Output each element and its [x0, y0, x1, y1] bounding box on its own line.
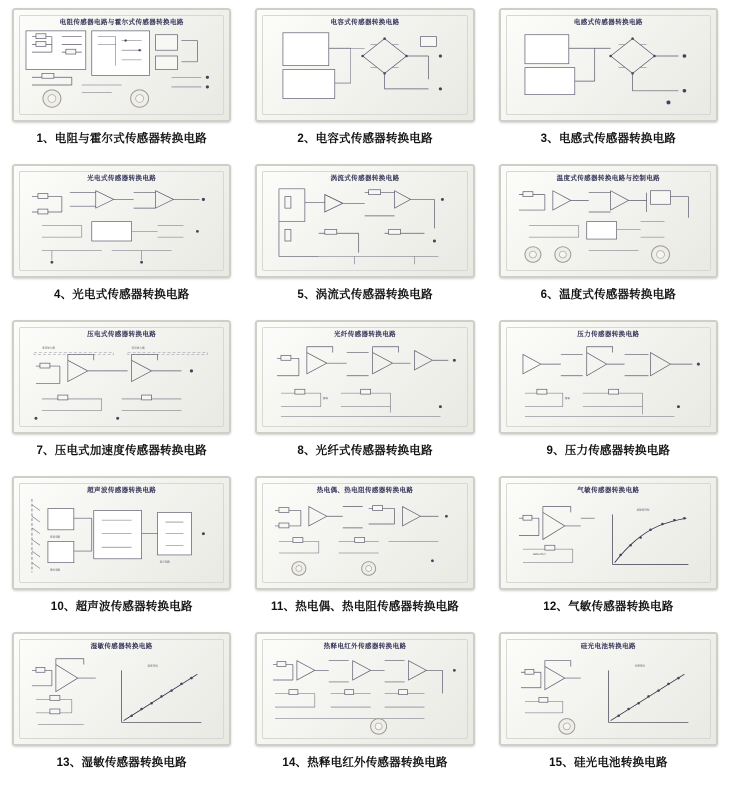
- board-caption-1: 1、电阻与霍尔式传感器转换电路: [36, 133, 207, 145]
- circuit-diagram-14: [265, 651, 464, 738]
- board-caption-4: 4、光电式传感器转换电路: [54, 289, 190, 301]
- panel-title-2: 电容式传感器转换电路: [330, 19, 400, 26]
- panel-frame-15: [499, 632, 718, 746]
- panel-title-12: 气敏传感器转换电路: [577, 487, 640, 494]
- panel-frame-12: [499, 476, 718, 590]
- inner-label-receive: 接收电路: [49, 568, 61, 572]
- panel-title-13: 湿敏传感器转换电路: [90, 643, 153, 650]
- inner-label-voltage-amp: 电压放大器: [131, 346, 145, 350]
- circuit-diagram-9: [509, 339, 708, 426]
- board-cell-8: [243, 312, 486, 468]
- board-caption-12: 12、气敏传感器转换电路: [543, 601, 674, 613]
- board-cell-4: [0, 156, 243, 312]
- panel-title-3: 电感式传感器转换电路: [573, 19, 643, 26]
- panel-frame-2: [255, 8, 474, 122]
- panel-frame-3: [499, 8, 718, 122]
- board-cell-9: [487, 312, 730, 468]
- circuit-diagram-1: [22, 27, 221, 114]
- panel-title-11: 热电偶、热电阻传感器转换电路: [316, 487, 414, 494]
- panel-6: [495, 162, 722, 280]
- board-cell-12: [487, 468, 730, 624]
- panel-15: [495, 630, 722, 748]
- board-caption-11: 11、热电偶、热电阻传感器转换电路: [270, 601, 460, 613]
- panel-title-14: 热释电红外传感器转换电路: [323, 643, 407, 650]
- circuit-diagram-11: [265, 495, 464, 582]
- board-caption-8: 8、光纤式传感器转换电路: [297, 445, 433, 457]
- panel-frame-11: [255, 476, 474, 590]
- board-cell-14: [243, 624, 486, 780]
- panel-frame-8: [255, 320, 474, 434]
- panel-3: [495, 6, 722, 124]
- board-cell-2: [243, 0, 486, 156]
- panel-frame-7: [12, 320, 231, 434]
- panel-10: [8, 474, 235, 592]
- panel-12: [495, 474, 722, 592]
- panel-frame-10: [12, 476, 231, 590]
- board-caption-3: 3、电感式传感器转换电路: [540, 133, 676, 145]
- board-cell-15: [487, 624, 730, 780]
- chart-label-13: 湿度特性: [147, 664, 158, 668]
- panel-14: [251, 630, 478, 748]
- board-caption-6: 6、温度式传感器转换电路: [540, 289, 676, 301]
- panel-5: [251, 162, 478, 280]
- board-caption-2: 2、电容式传感器转换电路: [297, 133, 433, 145]
- board-caption-15: 15、硅光电池转换电路: [549, 757, 668, 769]
- panel-title-7: 压电式传感器转换电路: [87, 331, 157, 338]
- board-caption-13: 13、湿敏传感器转换电路: [56, 757, 187, 769]
- panel-frame-6: [499, 164, 718, 278]
- panel-title-9: 压力传感器转换电路: [577, 331, 640, 338]
- panel-title-1: 电阻传感器电路与霍尔式传感器转换电路: [59, 19, 184, 26]
- board-cell-6: [487, 156, 730, 312]
- panel-title-4: 光电式传感器转换电路: [87, 175, 157, 182]
- circuit-diagram-15: [509, 651, 708, 738]
- circuit-diagram-5: [265, 183, 464, 270]
- circuit-diagram-10: [22, 495, 221, 582]
- circuit-diagram-4: [22, 183, 221, 270]
- panel-title-6: 温度式传感器转换电路与控制电路: [556, 175, 661, 182]
- inner-label-charge-amp: 电荷放大器: [41, 346, 55, 350]
- panel-frame-14: [255, 632, 474, 746]
- circuit-diagram-6: [509, 183, 708, 270]
- board-cell-1: [0, 0, 243, 156]
- panel-2: [251, 6, 478, 124]
- panel-frame-1: [12, 8, 231, 122]
- inner-label-device: LED+CO灯: [532, 552, 546, 556]
- circuit-diagram-3: [509, 27, 708, 114]
- panel-title-15: 硅光电池转换电路: [580, 643, 636, 650]
- circuit-diagram-8: [265, 339, 464, 426]
- inner-label-zero: 调零: [323, 396, 329, 400]
- circuit-diagram-2: [265, 27, 464, 114]
- panel-7: [8, 318, 235, 436]
- panel-frame-5: [255, 164, 474, 278]
- panel-frame-4: [12, 164, 231, 278]
- board-caption-9: 9、压力传感器转换电路: [546, 445, 671, 457]
- circuit-diagram-7: [22, 339, 221, 426]
- chart-label-15: 光照特性: [634, 664, 645, 668]
- board-cell-7: [0, 312, 243, 468]
- panel-title-10: 超声波传感器转换电路: [87, 487, 157, 494]
- panel-1: [8, 6, 235, 124]
- panel-title-5: 涡流式传感器转换电路: [330, 175, 400, 182]
- inner-label-transmit: 发射电路: [49, 535, 61, 539]
- panel-8: [251, 318, 478, 436]
- chart-label-12: 灵敏度特性: [636, 508, 650, 512]
- circuit-diagram-13: [22, 651, 221, 738]
- board-caption-7: 7、压电式加速度传感器转换电路: [36, 445, 207, 457]
- board-cell-10: [0, 468, 243, 624]
- panel-title-8: 光纤传感器转换电路: [333, 331, 397, 338]
- board-caption-10: 10、超声波传感器转换电路: [50, 601, 193, 613]
- board-caption-5: 5、涡流式传感器转换电路: [297, 289, 433, 301]
- board-cell-5: [243, 156, 486, 312]
- panel-11: [251, 474, 478, 592]
- inner-label-zero: 调零: [564, 396, 570, 400]
- panel-4: [8, 162, 235, 280]
- circuit-diagram-12: [509, 495, 708, 582]
- board-cell-11: [243, 468, 486, 624]
- panel-frame-9: [499, 320, 718, 434]
- panel-9: [495, 318, 722, 436]
- board-cell-3: [487, 0, 730, 156]
- panel-13: [8, 630, 235, 748]
- board-cell-13: [0, 624, 243, 780]
- panel-frame-13: [12, 632, 231, 746]
- inner-label-display: 显示电路: [159, 560, 170, 564]
- board-caption-14: 14、热释电红外传感器转换电路: [282, 757, 448, 769]
